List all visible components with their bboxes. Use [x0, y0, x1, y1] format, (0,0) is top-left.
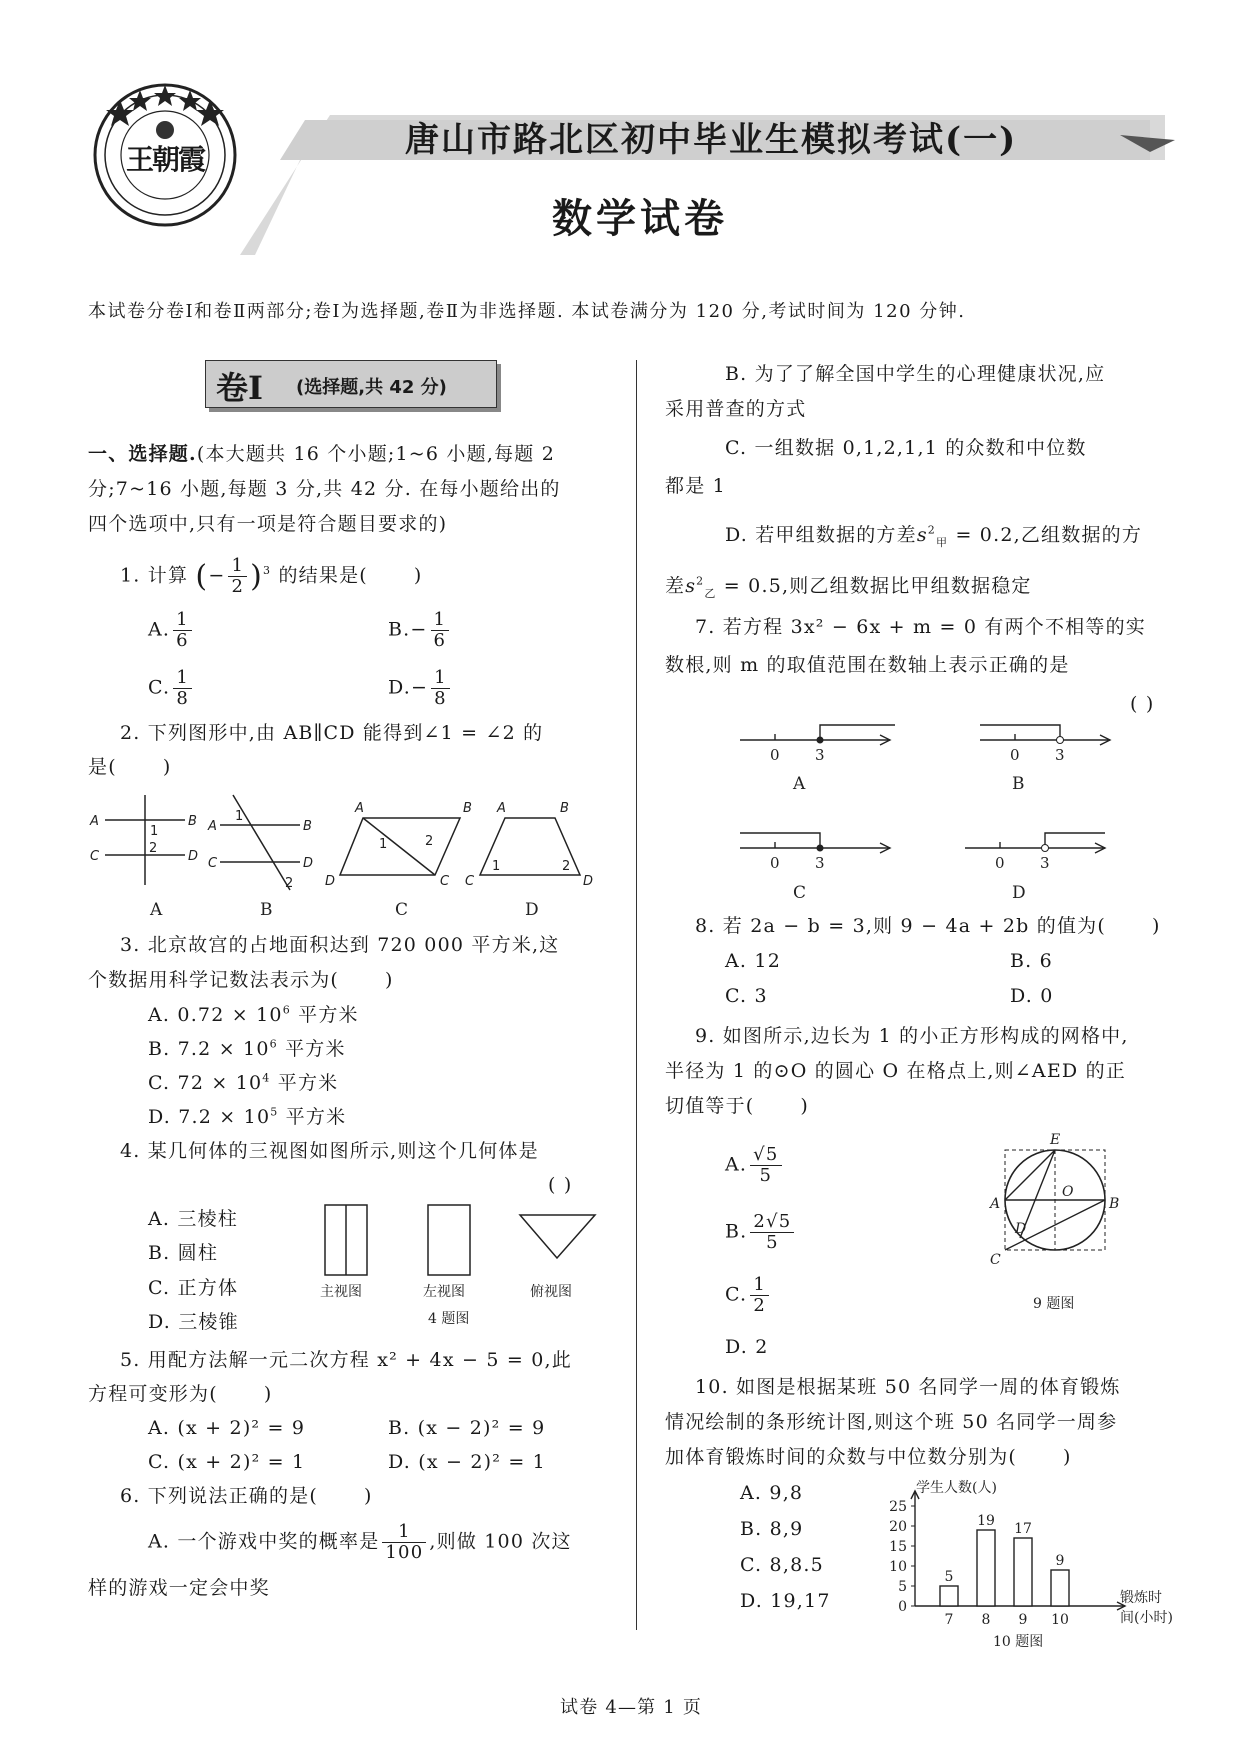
q10-stem-3: 加体育锻炼时间的众数与中位数分别为( ): [665, 1446, 1072, 1468]
svg-text:D: D: [188, 849, 199, 864]
part-desc-3: 四个选项中,只有一项是符合题目要求的): [88, 513, 448, 535]
q7-stem-2: 数根,则 m 的取值范围在数轴上表示正确的是: [665, 654, 1070, 676]
chart-bar: [1014, 1538, 1032, 1606]
q10-option-b[interactable]: B. 8,9: [740, 1518, 804, 1540]
q4-option-d[interactable]: D. 三棱锥: [148, 1311, 239, 1333]
q4-figure: [315, 1200, 615, 1330]
svg-text:B: B: [303, 819, 312, 834]
q9-stem-2: 半径为 1 的⊙O 的圆心 O 在格点上,则∠AED 的正: [665, 1060, 1126, 1082]
svg-text:1: 1: [150, 824, 159, 839]
q10-option-d[interactable]: D. 19,17: [740, 1590, 831, 1612]
chart-x-tick-label: 7: [944, 1612, 954, 1628]
svg-text:0: 0: [770, 746, 780, 764]
intro-text: 本试卷分卷Ⅰ和卷Ⅱ两部分;卷Ⅰ为选择题,卷Ⅱ为非选择题. 本试卷满分为 120 分,考试时间为 120 分钟.: [88, 301, 966, 322]
q2-stem-1: 2. 下列图形中,由 AB∥CD 能得到∠1 = ∠2 的: [120, 722, 544, 744]
q6-option-c-cont: 都是 1: [665, 475, 726, 497]
svg-text:1: 1: [492, 859, 501, 874]
q2-fig-label-a: A: [150, 900, 163, 920]
q10-option-a[interactable]: A. 9,8: [740, 1482, 804, 1504]
svg-text:0: 0: [995, 854, 1005, 872]
svg-text:A: A: [208, 819, 217, 834]
svg-text:C: C: [440, 874, 450, 889]
q10-stem-2: 情况绘制的条形统计图,则这个班 50 名同学一周参: [665, 1411, 1118, 1433]
q3-option-c[interactable]: C. $72 \times 10^4$ 平方米: [148, 1071, 339, 1094]
svg-text:C: C: [90, 849, 100, 864]
chart-ytick-label: 10: [889, 1559, 907, 1575]
svg-text:D: D: [1015, 1221, 1027, 1237]
q1-fraction: $\frac{1}{2}$: [228, 556, 247, 597]
chart-ylabel: 学生人数(人): [916, 1480, 997, 1496]
chart-bar: [940, 1586, 958, 1606]
chart-xlabel-1: 锻炼时: [1120, 1590, 1162, 1606]
q6-option-d[interactable]: D. 若甲组数据的方差$s^2_甲 = 0.2$,乙组数据的方: [725, 523, 1143, 549]
q5-option-c[interactable]: C. (x + 2)² = 1: [148, 1451, 306, 1473]
q2-fig-label-c: C: [395, 900, 409, 920]
q10-option-c[interactable]: C. 8,8.5: [740, 1554, 824, 1576]
q5-option-b[interactable]: B. (x − 2)² = 9: [388, 1417, 546, 1439]
svg-text:C: C: [990, 1252, 1001, 1268]
q9-figure: [980, 1130, 1140, 1330]
part-desc-1: (本大题共 16 个小题;1~6 小题,每题 2: [196, 443, 556, 465]
svg-text:0: 0: [770, 854, 780, 872]
q10-stem-1: 10. 如图是根据某班 50 名同学一周的体育锻炼: [695, 1376, 1121, 1398]
q10-bar-chart: [870, 1476, 1210, 1656]
q7-number-lines: [730, 715, 1150, 915]
q2a-A: A: [90, 814, 99, 829]
svg-text:B: B: [1109, 1196, 1120, 1212]
chart-bar: [977, 1530, 995, 1606]
chart-ytick-label: 20: [889, 1519, 907, 1535]
section-badge: [205, 360, 497, 408]
svg-text:3: 3: [815, 854, 825, 872]
q7-label-d: D: [1012, 883, 1026, 903]
chart-data-label: 17: [1014, 1521, 1032, 1537]
q4-paren: ( ): [548, 1174, 573, 1196]
q1-option-d[interactable]: D.− $\frac{1}{8}$: [388, 668, 453, 709]
column-divider: [636, 360, 637, 1630]
page-footer: 试卷 4—第 1 页: [560, 1697, 703, 1718]
chart-x-tick-label: 10: [1051, 1612, 1069, 1628]
chart-data-label: 19: [977, 1513, 995, 1529]
logo-text: 王朝霞: [125, 143, 204, 176]
svg-text:3: 3: [1040, 854, 1050, 872]
logo-portrait-icon: [156, 121, 174, 139]
svg-text:0: 0: [1010, 746, 1020, 764]
q4-view-side: 左视图: [423, 1284, 465, 1300]
svg-text:D: D: [583, 874, 594, 889]
q3-option-d[interactable]: D. $7.2 \times 10^5$ 平方米: [148, 1105, 347, 1128]
q4-option-b[interactable]: B. 圆柱: [148, 1242, 219, 1264]
q9-stem-1: 9. 如图所示,边长为 1 的小正方形构成的网格中,: [695, 1025, 1129, 1047]
q8-option-a[interactable]: A. 12: [725, 950, 781, 972]
svg-text:C: C: [208, 856, 218, 871]
q6-option-b-cont: 采用普查的方式: [665, 398, 807, 420]
chart-title: 10 题图: [993, 1634, 1044, 1650]
svg-text:A: A: [497, 801, 506, 816]
q7-label-c: C: [793, 883, 807, 903]
q7-label-b: B: [1012, 774, 1025, 794]
exam-title: 唐山市路北区初中毕业生模拟考试(一): [405, 120, 1018, 160]
chart-data-label: 5: [944, 1569, 954, 1585]
svg-text:A: A: [990, 1196, 1001, 1212]
q7-label-a: A: [793, 774, 806, 794]
q2-fig-label-d: D: [525, 900, 539, 920]
q7-paren: ( ): [1130, 693, 1155, 715]
q9-option-b[interactable]: B. $\frac{2√5}{5}$: [725, 1212, 797, 1253]
chart-x-tick-label: 9: [1018, 1612, 1028, 1628]
svg-text:1: 1: [235, 809, 244, 824]
q6-option-a-cont: 样的游戏一定会中奖: [88, 1577, 270, 1599]
q4-stem: 4. 某几何体的三视图如图所示,则这个几何体是: [120, 1140, 539, 1162]
q6-option-c[interactable]: C. 一组数据 0,1,2,1,1 的众数和中位数: [725, 437, 1087, 459]
svg-text:O: O: [1062, 1184, 1074, 1200]
q2-figures: [85, 790, 625, 920]
q3-option-a[interactable]: A. $0.72 \times 10^6$ 平方米: [148, 1003, 359, 1026]
svg-text:B: B: [188, 814, 197, 829]
q1-option-a[interactable]: A. $\frac{1}{6}$: [148, 610, 195, 651]
chart-ytick-label: 25: [889, 1499, 907, 1515]
subject-title: 数学试卷: [552, 195, 728, 242]
q3-stem-2: 个数据用科学记数法表示为( ): [88, 969, 394, 991]
part-title: 一、选择题.: [88, 443, 197, 465]
q7-stem-1: 7. 若方程 3x² − 6x + m = 0 有两个不相等的实: [695, 616, 1146, 638]
chart-x-tick-label: 8: [981, 1612, 991, 1628]
chart-bar: [1051, 1570, 1069, 1606]
q5-stem-2: 方程可变形为( ): [88, 1383, 273, 1405]
svg-text:2: 2: [285, 876, 294, 891]
q4-view-top: 俯视图: [530, 1284, 572, 1300]
svg-text:2: 2: [562, 859, 571, 874]
q6-stem: 6. 下列说法正确的是( ): [120, 1485, 373, 1507]
q3-stem-1: 3. 北京故宫的占地面积达到 720 000 平方米,这: [120, 934, 560, 956]
q8-option-b[interactable]: B. 6: [1010, 950, 1053, 972]
chart-ytick-label: 5: [898, 1579, 907, 1595]
q6-option-b[interactable]: B. 为了了解全国中学生的心理健康状况,应: [725, 363, 1106, 385]
q9-option-d[interactable]: D. 2: [725, 1336, 769, 1358]
chart-ytick-label: 0: [898, 1599, 907, 1615]
q5-option-a[interactable]: A. (x + 2)² = 9: [148, 1417, 306, 1439]
section-label: 卷Ⅰ: [216, 369, 263, 407]
q1-option-c[interactable]: C. $\frac{1}{8}$: [148, 668, 195, 709]
svg-text:E: E: [1050, 1132, 1061, 1148]
q6-option-a[interactable]: A. 一个游戏中奖的概率是 $\frac{1}{100}$ ,则做 100 次这: [148, 1521, 572, 1563]
svg-text:D: D: [325, 874, 336, 889]
q5-option-d[interactable]: D. (x − 2)² = 1: [388, 1451, 546, 1473]
q9-option-a[interactable]: A. $\frac{√5}{5}$: [725, 1145, 785, 1186]
q4-option-c[interactable]: C. 正方体: [148, 1277, 239, 1299]
chart-data-label: 9: [1055, 1553, 1065, 1569]
q3-option-b[interactable]: B. $7.2 \times 10^6$ 平方米: [148, 1037, 346, 1060]
q1-option-b[interactable]: B.− $\frac{1}{6}$: [388, 610, 452, 651]
q5-stem-1: 5. 用配方法解一元二次方程 x² + 4x − 5 = 0,此: [120, 1349, 572, 1371]
q4-option-a[interactable]: A. 三棱柱: [148, 1208, 239, 1230]
chart-ytick-label: 15: [889, 1539, 907, 1555]
q9-option-c[interactable]: C. $\frac{1}{2}$: [725, 1275, 772, 1316]
section-sub: (选择题,共 42 分): [296, 377, 447, 398]
svg-text:B: B: [463, 801, 472, 816]
part-desc-2: 分;7~16 小题,每题 3 分,共 42 分. 在每小题给出的: [88, 478, 561, 500]
q6-option-d-cont: 差$s^2_乙 = 0.5$,则乙组数据比甲组数据稳定: [665, 574, 1032, 600]
svg-text:A: A: [355, 801, 364, 816]
svg-text:B: B: [560, 801, 569, 816]
svg-text:2: 2: [149, 841, 158, 856]
chart-xlabel-2: 间(小时): [1120, 1610, 1173, 1626]
svg-text:3: 3: [815, 746, 825, 764]
q4-caption: 4 题图: [428, 1311, 470, 1327]
q4-view-front: 主视图: [320, 1284, 362, 1300]
svg-text:2: 2: [425, 834, 434, 849]
q8-option-d[interactable]: D. 0: [1010, 985, 1054, 1007]
q8-option-c[interactable]: C. 3: [725, 985, 768, 1007]
q1-stem: 1. 计算 (− $\frac{1}{2}$ )$^3$ 的结果是( ): [120, 555, 423, 597]
svg-text:C: C: [465, 874, 475, 889]
q9-stem-3: 切值等于( ): [665, 1095, 810, 1117]
q8-stem: 8. 若 2a − b = 3,则 9 − 4a + 2b 的值为( ): [695, 915, 1161, 937]
q2-fig-label-b: B: [260, 900, 273, 920]
q9-caption: 9 题图: [1033, 1296, 1075, 1312]
svg-text:1: 1: [379, 837, 388, 852]
svg-text:3: 3: [1055, 746, 1065, 764]
svg-text:D: D: [303, 856, 314, 871]
q2-stem-2: 是( ): [88, 756, 172, 778]
